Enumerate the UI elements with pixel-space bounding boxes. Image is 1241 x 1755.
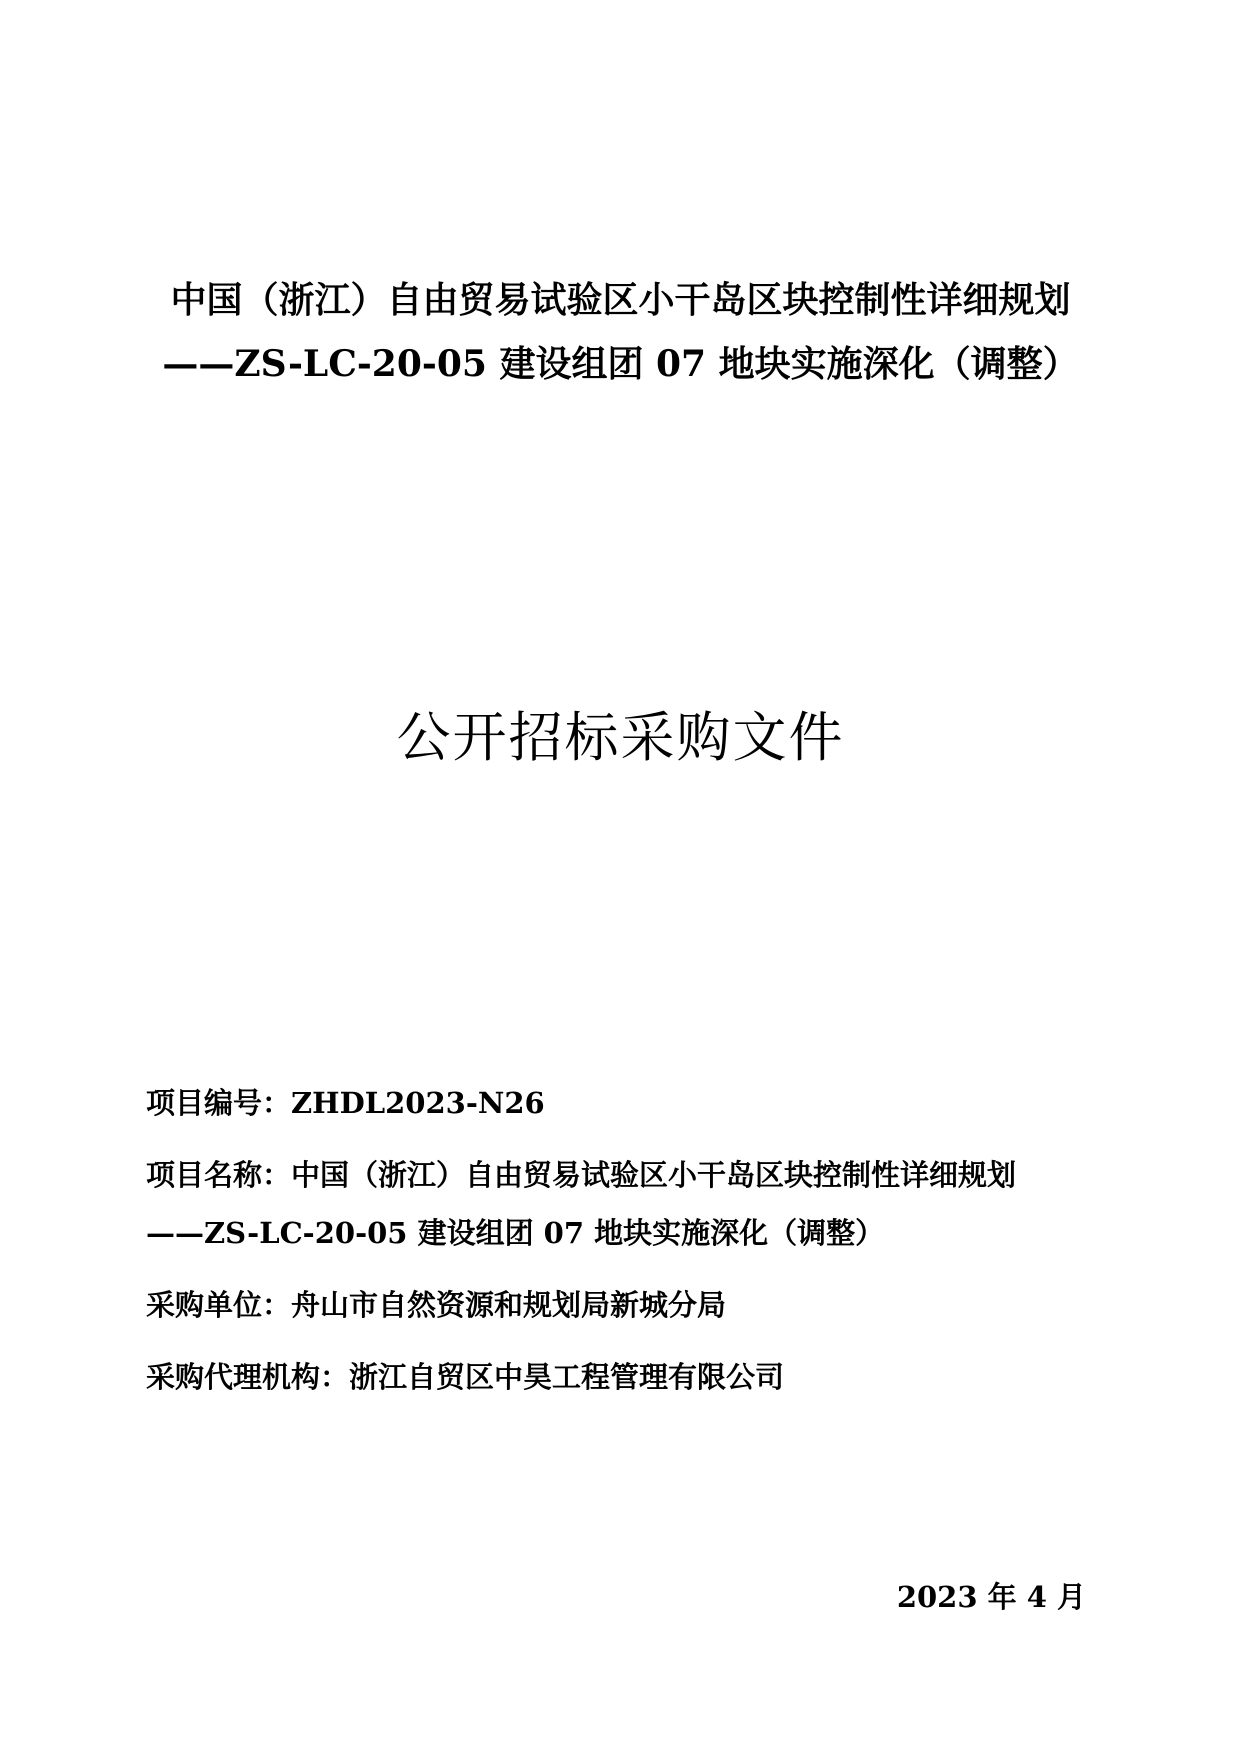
agency-row — [146, 1360, 1106, 1394]
issue-date: 2023 年 4 月 — [896, 1580, 1086, 1614]
project-title — [100, 268, 1141, 396]
project-title-line-2: ——ZS-LC-20-05 建设组团 07 地块实施深化（调整） — [162, 343, 1079, 385]
agency-label: 采购代理机构： — [146, 1360, 350, 1394]
agency-value: 浙江自贸区中昊工程管理有限公司 — [349, 1360, 785, 1394]
project-name-label: 项目名称： — [146, 1158, 292, 1192]
project-name-value-line-2: ——ZS-LC-20-05 建设组团 07 地块实施深化（调整） — [146, 1216, 885, 1250]
document-title: 公开招标采购文件 — [396, 706, 845, 769]
project-name-value-line-1: 中国（浙江）自由贸易试验区小干岛区块控制性详细规划 — [291, 1158, 1017, 1192]
project-title-line-1: 中国（浙江）自由贸易试验区小干岛区块控制性详细规划 — [170, 279, 1071, 321]
purchaser-label: 采购单位： — [146, 1288, 292, 1322]
project-number-row — [146, 1086, 1106, 1120]
project-info — [146, 1086, 1106, 1432]
purchaser-row — [146, 1288, 1106, 1322]
project-number-value: ZHDL2023-N26 — [291, 1086, 545, 1120]
project-name-row — [146, 1158, 1106, 1192]
project-name-row-continued — [146, 1216, 1106, 1250]
project-number-label: 项目编号： — [146, 1086, 292, 1120]
purchaser-value: 舟山市自然资源和规划局新城分局 — [291, 1288, 727, 1322]
